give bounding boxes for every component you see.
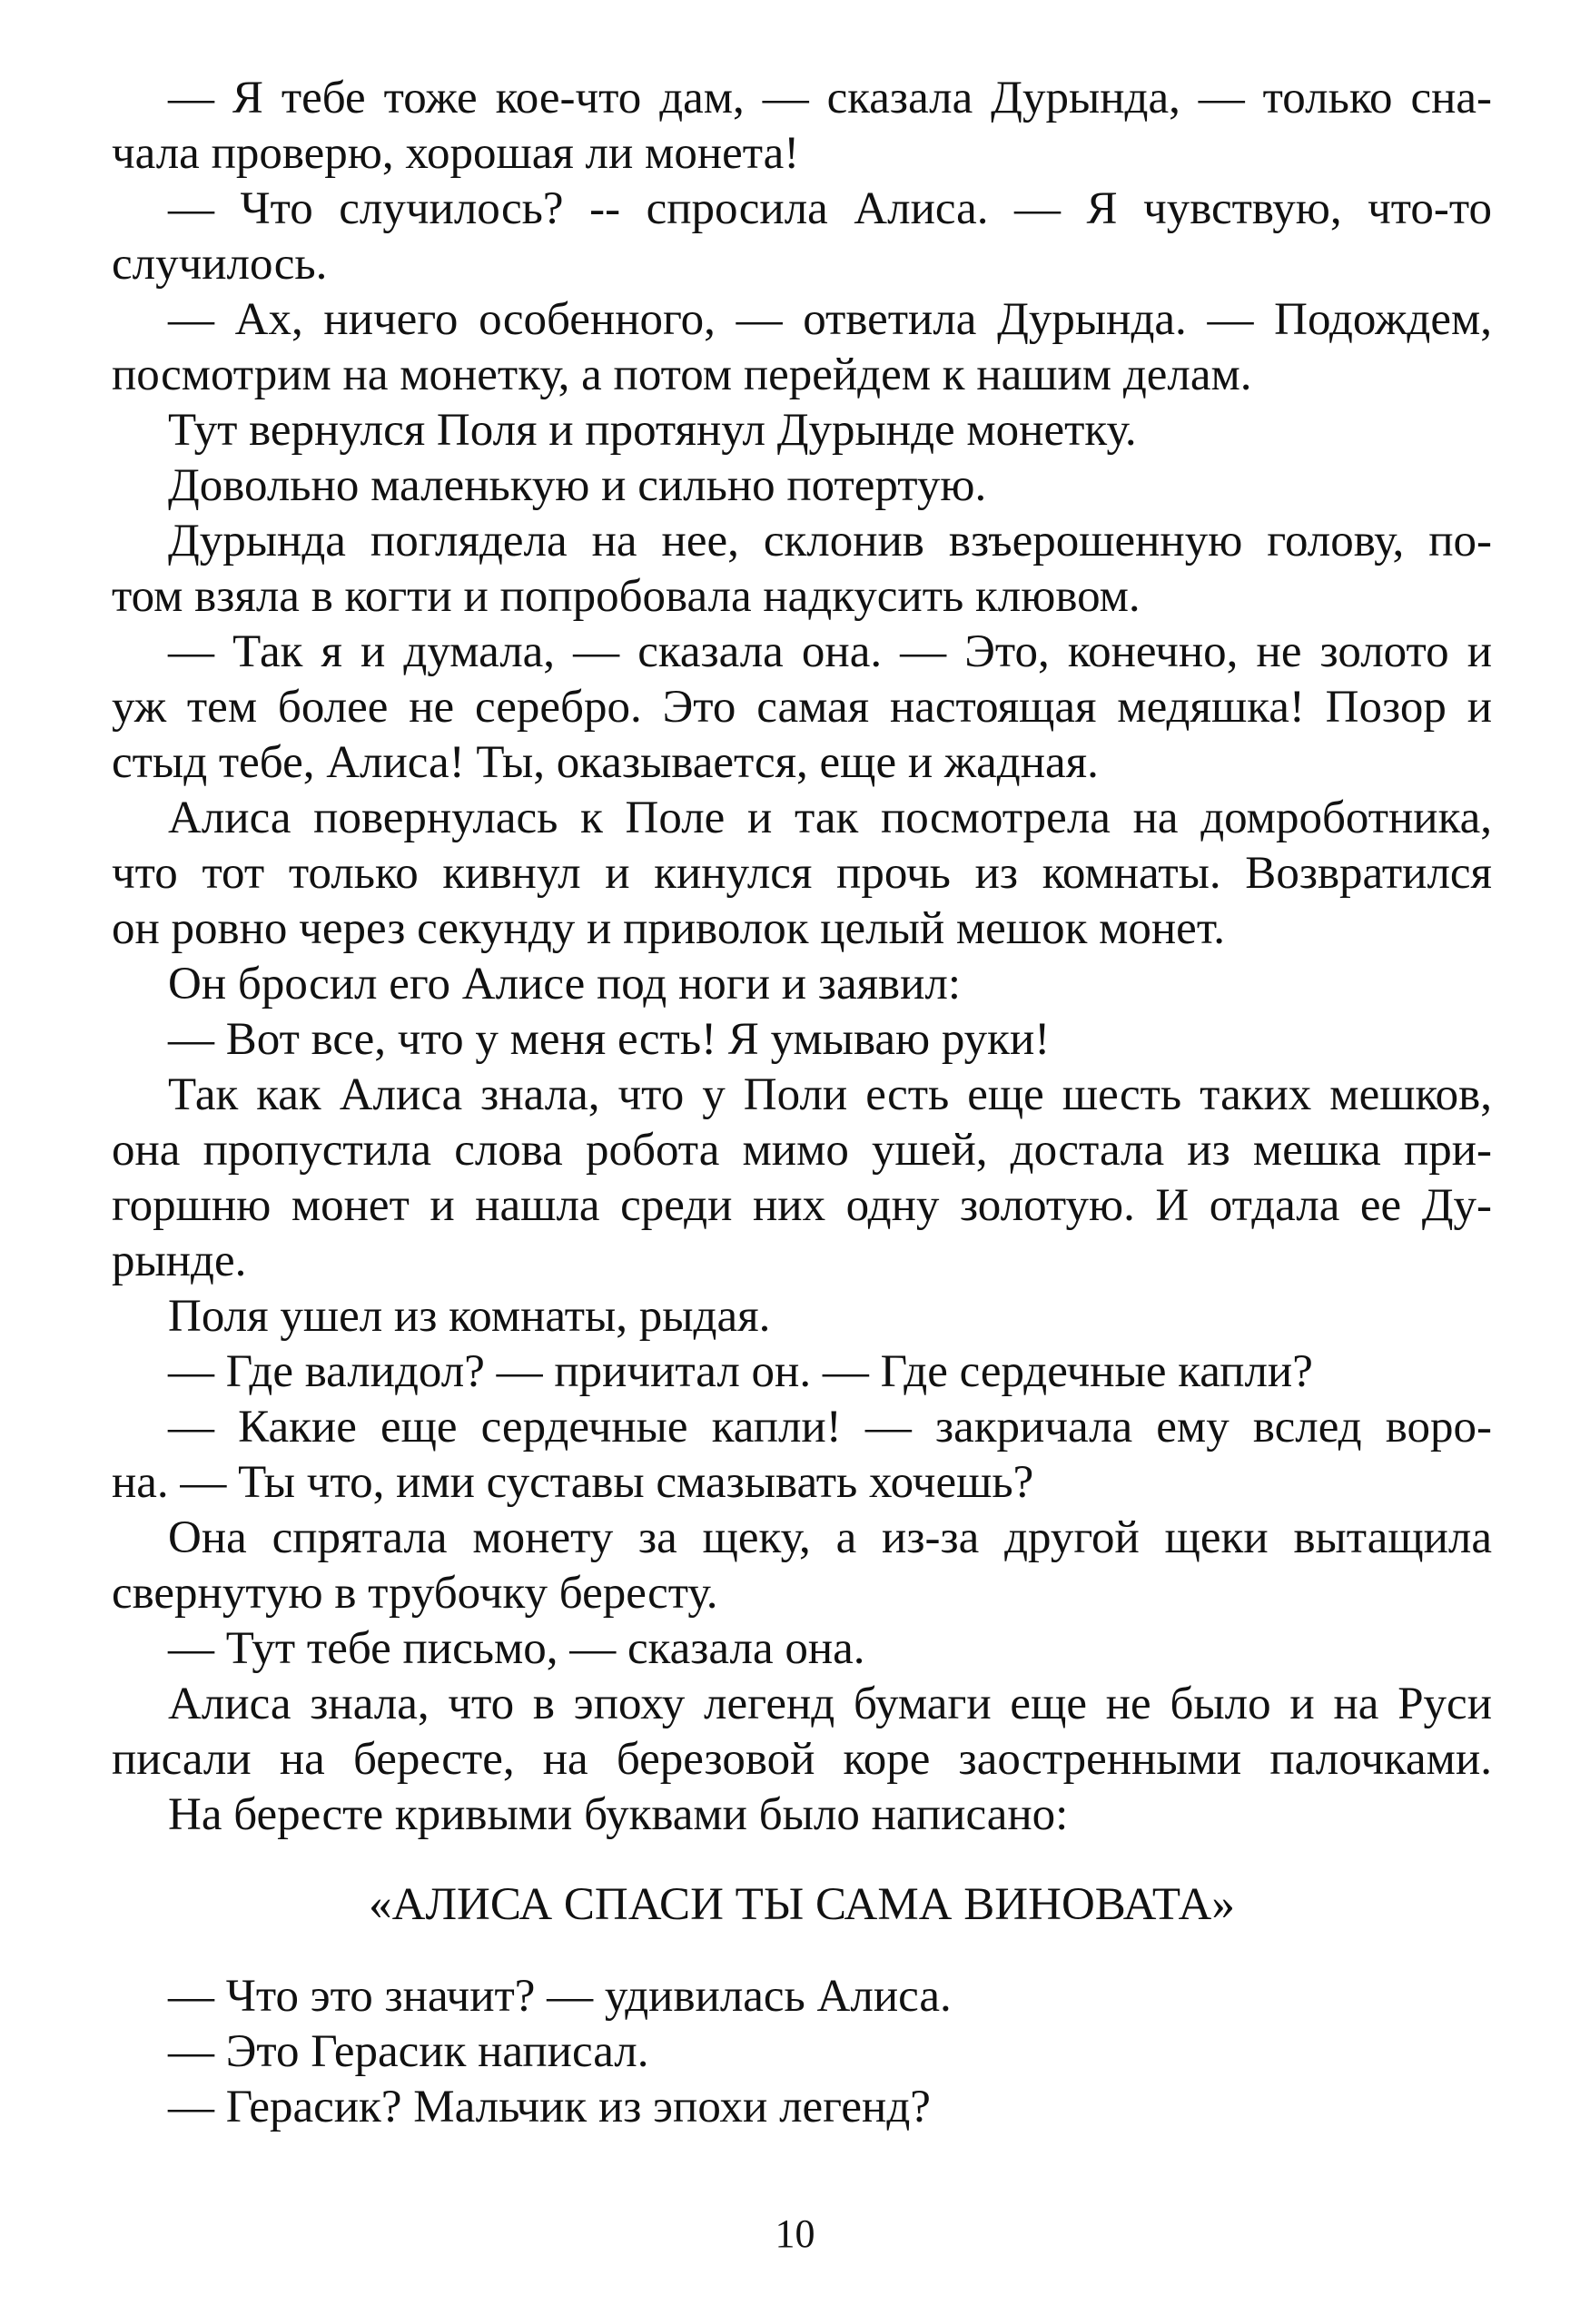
text-line: — Это Герасик написал.: [168, 2026, 649, 2077]
page-text: [112, 71, 1492, 2135]
text-line: он ровно через секунду и приволок целый мешок монет.: [112, 903, 1226, 954]
text-line: свернутую в трубочку бересту.: [112, 1568, 718, 1619]
letter-text: «АЛИСА СПАСИ ТЫ САМА ВИНОВАТА»: [369, 1879, 1235, 1930]
text-line: — Что случилось? -- спросила Алиса. — Я чувствую, что-то: [168, 183, 1492, 234]
text-line: писали на бересте, на березовой коре заостренными палочками.: [112, 1734, 1492, 1785]
page-number: 10: [775, 2211, 815, 2256]
text-line: — Что это значит? — удивилась Алиса.: [168, 1971, 952, 2022]
text-line: том взяла в когти и попробовала надкусить клювом.: [112, 571, 1141, 622]
text-line: Алиса знала, что в эпоху легенд бумаги еще не было и на Руси: [168, 1679, 1492, 1729]
text-line: — Тут тебе письмо, — сказала она.: [168, 1623, 865, 1674]
text-line: посмотрим на монетку, а потом перейдем к нашим делам.: [112, 350, 1252, 400]
text-line: — Ах, ничего особенного, — ответила Дурында. — Подождем,: [168, 294, 1492, 345]
text-line: — Я тебе тоже кое-что дам, — сказала Дурында, — только сна-: [168, 73, 1492, 123]
text-line: горшню монет и нашла среди них одну золотую. И отдала ее Ду-: [112, 1180, 1492, 1231]
text-line: Она спрятала монету за щеку, а из-за другой щеки вытащила: [168, 1512, 1492, 1563]
text-line: Он бросил его Алисе под ноги и заявил:: [168, 959, 962, 1009]
text-line: чала проверю, хорошая ли монета!: [112, 128, 800, 179]
text-line: Алиса повернулась к Поле и так посмотрела на домроботника,: [168, 793, 1492, 843]
text-line: рынде.: [112, 1236, 247, 1286]
text-block-before: [112, 71, 1492, 1843]
text-line: Так как Алиса знала, что у Поли есть еще шесть таких мешков,: [168, 1069, 1492, 1120]
text-line: уж тем более не серебро. Это самая настоящая медяшка! Позор и: [112, 682, 1492, 733]
text-line: — Какие еще сердечные капли! — закричала ему вслед воро-: [168, 1402, 1492, 1452]
text-line: Довольно маленькую и сильно потертую.: [168, 460, 987, 511]
text-line: стыд тебе, Алиса! Ты, оказывается, еще и жадная.: [112, 737, 1099, 788]
spacer: [112, 1933, 1492, 1969]
text-line: — Так я и думала, — сказала она. — Это, конечно, не золото и: [168, 626, 1492, 677]
text-line: случилось.: [112, 239, 328, 290]
text-line: на. — Ты что, ими суставы смазывать хочешь?: [112, 1457, 1034, 1508]
spacer: [112, 1843, 1492, 1877]
text-line: На бересте кривыми буквами было написано:: [168, 1789, 1069, 1840]
text-line: — Герасик? Мальчик из эпохи легенд?: [168, 2082, 931, 2132]
text-line: она пропустила слова робота мимо ушей, достала из мешка при-: [112, 1125, 1492, 1176]
text-line: Тут вернулся Поля и протянул Дурынде монетку.: [168, 405, 1137, 456]
text-block-after: [112, 1969, 1492, 2135]
text-line: что тот только кивнул и кинулся прочь из комнаты. Возвратился: [112, 848, 1492, 899]
text-line: — Вот все, что у меня есть! Я умываю руки!: [168, 1014, 1051, 1065]
text-line: Поля ушел из комнаты, рыдая.: [168, 1291, 771, 1342]
text-line: — Где валидол? — причитал он. — Где сердечные капли?: [168, 1346, 1313, 1397]
text-line: Дурында поглядела на нее, склонив взъерошенную голову, по-: [168, 516, 1492, 566]
